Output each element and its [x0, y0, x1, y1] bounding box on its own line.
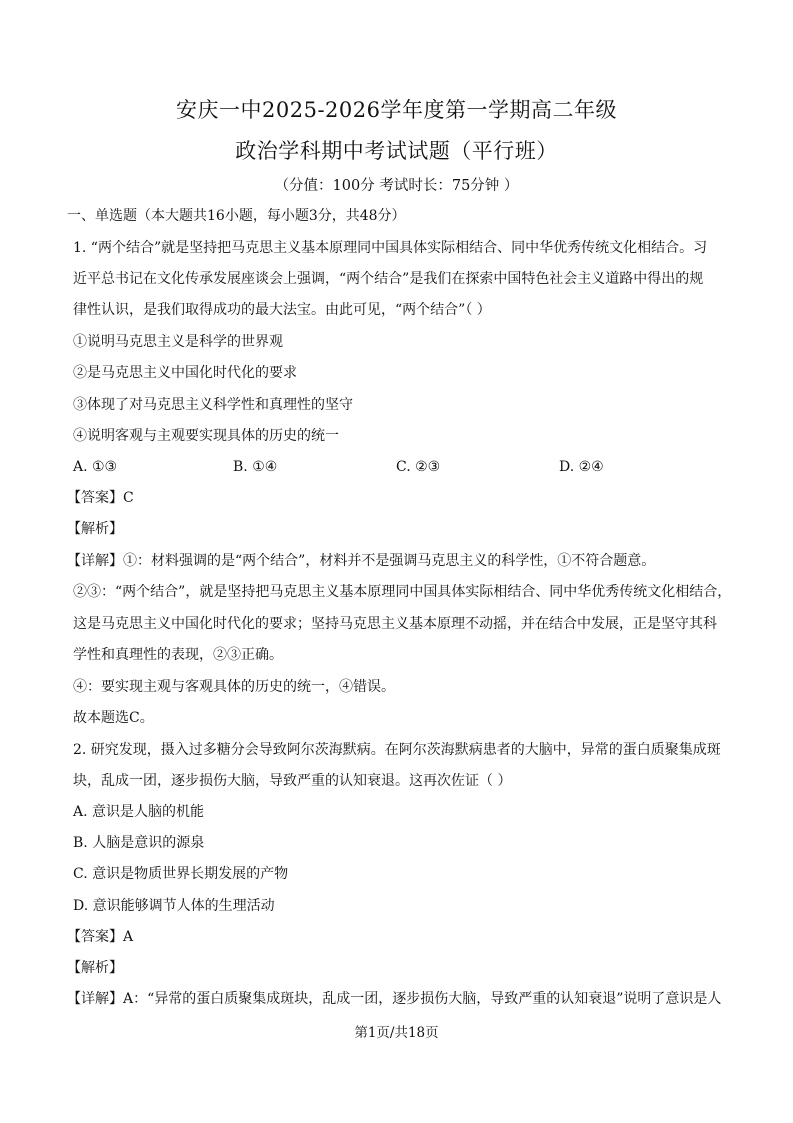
- q1-analysis-line: 故本题选C。: [73, 710, 154, 726]
- q1-option-b: B. ①④: [233, 459, 278, 475]
- q1-statement: ③体现了对马克思主义科学性和真理性的坚守: [73, 397, 353, 413]
- q1-option-d: D. ②④: [559, 459, 604, 475]
- q1-statement: ①说明马克思主义是科学的世界观: [73, 334, 283, 350]
- q2-analysis-line: 【详解】A：“异常的蛋白质聚集成斑块，乱成一团，逐步损伤大脑，导致严重的认知衰退”说明了意识是人: [67, 991, 722, 1007]
- q1-options: [73, 457, 723, 477]
- q1-stem-line: 律性认识，是我们取得成功的最大法宝。由此可见，“两个结合”（ ）: [73, 302, 491, 318]
- section-heading: 一、单选题（本大题共16小题，每小题3分，共48分）: [67, 208, 406, 224]
- q1-statement: ④说明客观与主观要实现具体的历史的统一: [73, 428, 339, 444]
- page-number: 第1页/共18页: [354, 1025, 439, 1041]
- q2-analysis-label: 【解析】: [67, 960, 123, 976]
- q1-stem-line: 1. “两个结合”就是坚持把马克思主义基本原理同中国具体实际相结合、同中华优秀传统文化相结合。习: [73, 240, 708, 256]
- q2-stem-line: 块，乱成一团，逐步损伤大脑，导致严重的认知衰退。这再次佐证（ ）: [73, 773, 512, 789]
- q2-option-a: A. 意识是人脑的机能: [73, 804, 205, 820]
- q2-option-c: C. 意识是物质世界长期发展的产物: [73, 866, 289, 882]
- q1-analysis-line: ④：要实现主观与客观具体的历史的统一，④错误。: [73, 679, 395, 695]
- q2-stem-line: 2. 研究发现，摄入过多糖分会导致阿尔茨海默病。在阿尔茨海默病患者的大脑中，异常的蛋白质聚集成斑: [73, 742, 721, 758]
- exam-title-line1: 安庆一中2025-2026学年度第一学期高二年级: [176, 98, 617, 122]
- q1-stem-line: 近平总书记在文化传承发展座谈会上强调，“两个结合”是我们在探索中国特色社会主义道路中得出的规: [73, 271, 704, 287]
- q1-analysis-label: 【解析】: [67, 521, 123, 537]
- q1-option-a: A. ①③: [73, 459, 118, 475]
- q1-analysis-line: 这是马克思主义中国化时代化的要求；坚持马克思主义基本原理不动摇，并在结合中发展，正是坚守其科: [73, 616, 717, 632]
- q1-statement: ②是马克思主义中国化时代化的要求: [73, 365, 297, 381]
- q1-analysis-line: 学性和真理性的表现，②③正确。: [73, 647, 283, 663]
- q1-answer: 【答案】C: [67, 490, 134, 506]
- exam-info: （分值：100分 考试时长：75分钟 ）: [274, 178, 519, 194]
- q2-option-d: D. 意识能够调节人体的生理活动: [73, 898, 275, 914]
- exam-title-line2: 政治学科期中考试试题（平行班）: [235, 139, 558, 163]
- q2-answer: 【答案】A: [67, 929, 134, 945]
- q1-analysis-line: ②③：“两个结合”，就是坚持把马克思主义基本原理同中国具体实际相结合、同中华优秀传统文化相结合，: [73, 584, 732, 600]
- q2-option-b: B. 人脑是意识的源泉: [73, 835, 205, 851]
- q1-option-c: C. ②③: [396, 459, 441, 475]
- q1-analysis-line: 【详解】①：材料强调的是“两个结合”，材料并不是强调马克思主义的科学性，①不符合题意。: [67, 553, 656, 569]
